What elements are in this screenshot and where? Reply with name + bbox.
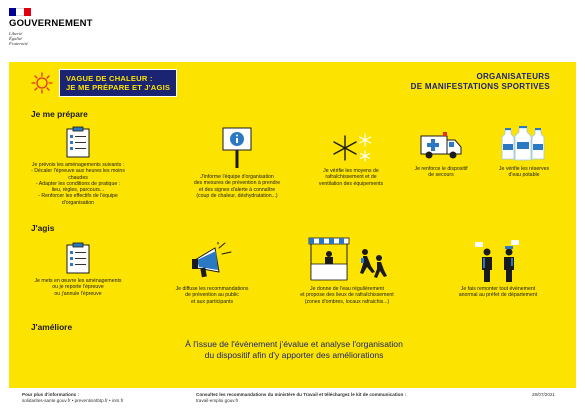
megaphone-icon [189, 242, 235, 282]
audience-title: ORGANISATEURS DE MANIFESTATIONS SPORTIVES [410, 72, 550, 91]
government-title: GOUVERNEMENT [9, 18, 93, 29]
heatwave-banner [31, 69, 177, 97]
snowflake-icon [329, 132, 373, 164]
act-item-broadcast: Je diffuse les recommandations de prévention au public et aux participants [157, 242, 267, 305]
section-act-title: J'agis [31, 223, 55, 233]
prepare-item-water: Je vérifie les réserves d'eau potable [484, 126, 564, 179]
french-flag-icon [9, 8, 31, 16]
prepare-item-inform-team: J'informe l'équipe d'organisation des mesures de prévention à prendre et des signes d'alerte à connaître (coup de chaleur, déshydratation...) [177, 126, 297, 199]
heatwave-poster [9, 62, 576, 388]
improve-statement: À l'issue de l'évènement j'évalue et analyse l'organisation du dispositif afin d'y apporter des améliorations [185, 339, 403, 360]
prepare-item-rescue: Je renforce le dispositif de secours [403, 128, 479, 179]
info-sign-icon [220, 126, 254, 170]
prepare-item-cooling: Je vérifie les moyens de rafraîchissement et de ventilation des équipements [305, 132, 397, 187]
footer-info-links[interactable]: solidarites-sante.gouv.fr • preventiontbtp.fr • inrs.fr [22, 398, 124, 403]
footer [0, 388, 585, 418]
publication-date: 28/07/2021 [532, 392, 555, 397]
footer-info: Pour plus d'informations : solidarites-sante.gouv.fr • preventiontbtp.fr • inrs.fr [22, 392, 124, 403]
prepare-item-planning: Je prévois les aménagements suivants : - Décaler l'épreuve aux heures les moins chaudes - Adapter les conditions de pratique : lieu, règles, parcours... - Renforcer les effectifs de l'équipe d'organisation [23, 126, 133, 206]
checklist-icon [65, 242, 91, 274]
act-item-water: Je donne de l'eau régulièrement et propose des lieux de rafraîchissement (zones d'ombres, locaux rafraichis...) [277, 236, 417, 305]
footer-kit-link[interactable]: travail-emploi.gouv.fr [196, 398, 239, 403]
government-header [0, 0, 585, 58]
republic-motto: Liberté Égalité Fraternité [9, 31, 28, 47]
report-officer-icon [471, 238, 525, 282]
ambulance-icon [419, 128, 463, 162]
footer-kit: Consultez les recommandations du ministère du Travail et téléchargez le kit de communication : travail-emploi.gouv.fr [196, 392, 407, 403]
act-item-implement: Je mets en œuvre les aménagements ou je reporte l'épreuve ou j'annule l'épreuve [23, 242, 133, 297]
section-improve-title: J'améliore [31, 322, 73, 332]
water-bottles-icon [499, 126, 549, 162]
water-stand-icon [305, 236, 389, 282]
checklist-icon [65, 126, 91, 158]
act-item-report: Je fais remonter tout évènement anormal au préfet de département [437, 238, 559, 299]
sun-icon [31, 72, 53, 94]
section-prepare-title: Je me prépare [31, 109, 88, 119]
banner-title: VAGUE DE CHALEUR : JE ME PRÉPARE ET J'AGIS [59, 69, 177, 97]
